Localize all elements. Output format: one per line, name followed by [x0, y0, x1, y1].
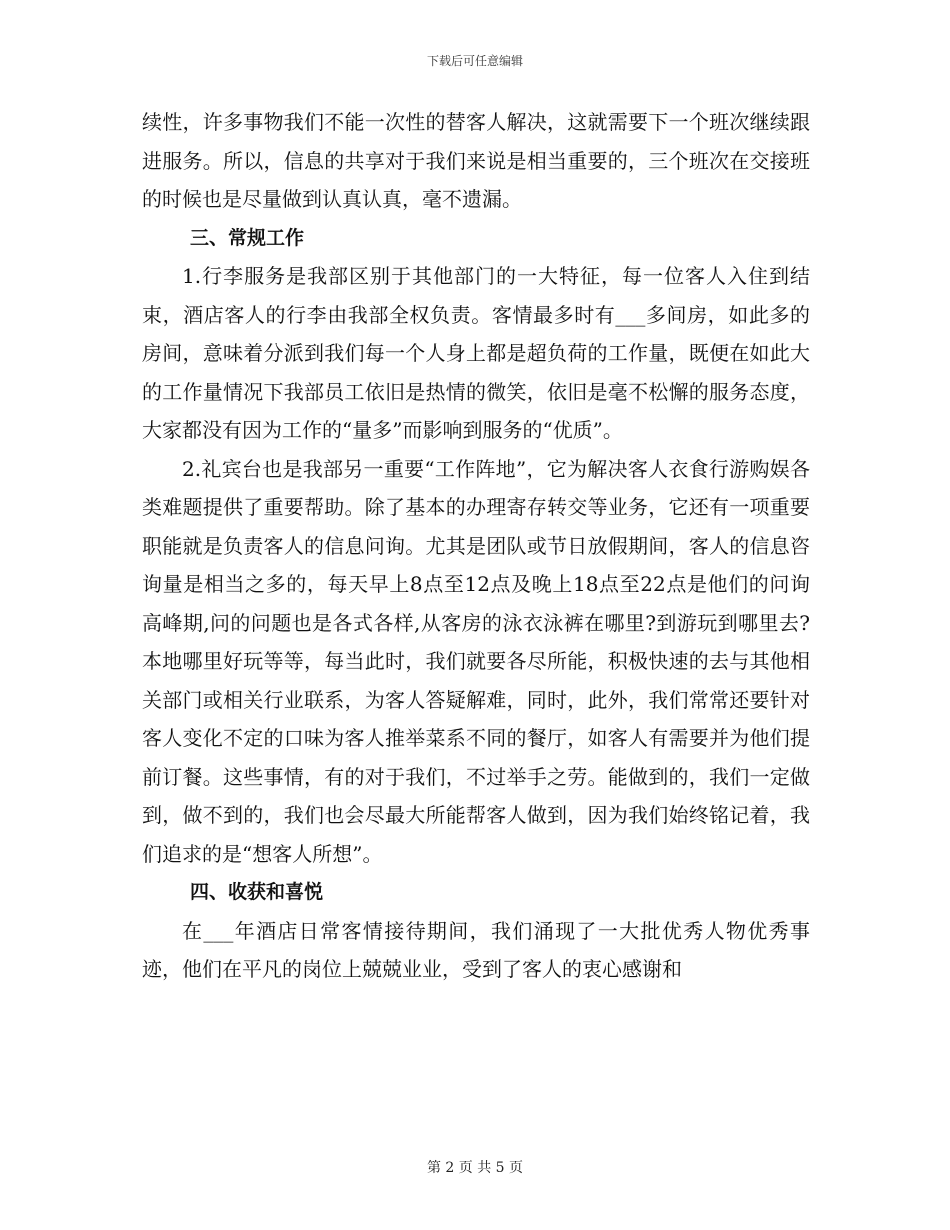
paragraph-luggage-service: 1.行李服务是我部区别于其他部门的一大特征，每一位客人入住到结束，酒店客人的行李由我部全权负责。客情最多时有___多间房，如此多的房间，意味着分派到我们每一个人身上都是超负荷的工作量，既便在如此大的工作量情况下我部员工依旧是热情的微笑，依旧是毫不松懈的服务态度，大家都没有因为工作的“量多”而影响到服务的“优质”。 [142, 264, 810, 442]
section-heading-routine-work: 三、常规工作 [190, 226, 305, 249]
page-number: 第 2 页 共 5 页 [426, 1160, 524, 1176]
paragraph-gains: 在___年酒店日常客情接待期间，我们涌现了一大批优秀人物优秀事迹，他们在平凡的岗位上兢兢业业，受到了客人的衷心感谢和 [142, 918, 810, 981]
paragraph-continuation: 续性，许多事物我们不能一次性的替客人解决，这就需要下一个班次继续跟进服务。所以，信息的共享对于我们来说是相当重要的，三个班次在交接班的时候也是尽量做到认真认真，毫不遗漏。 [142, 110, 810, 211]
page-header-note: 下载后可任意编辑 [426, 54, 523, 68]
document-body [142, 103, 810, 989]
paragraph-concierge-desk: 2.礼宾台也是我部另一重要“工作阵地”，它为解决客人衣食行游购娱各类难题提供了重要帮助。除了基本的办理寄存转交等业务，它还有一项重要职能就是负责客人的信息问询。尤其是团队或节日放假期间，客人的信息咨询量是相当之多的，每天早上8点至12点及晚上18点至22点是他们的问询高峰期,问的问题也是各式各样,从客房的泳衣泳裤在哪里?到游玩到哪里去?本地哪里好玩等等，每当此时，我们就要各尽所能，积极快速的去与其他相关部门或相关行业联系，为客人答疑解难，同时，此外，我们常常还要针对客人变化不定的口味为客人推举菜系不同的餐厅，如客人有需要并为他们提前订餐。这些事情，有的对于我们，不过举手之劳。能做到的，我们一定做到，做不到的，我们也会尽最大所能帮客人做到，因为我们始终铭记着，我们追求的是“想客人所想”。 [142, 456, 810, 866]
section-heading-gains: 四、收获和喜悦 [190, 881, 324, 903]
